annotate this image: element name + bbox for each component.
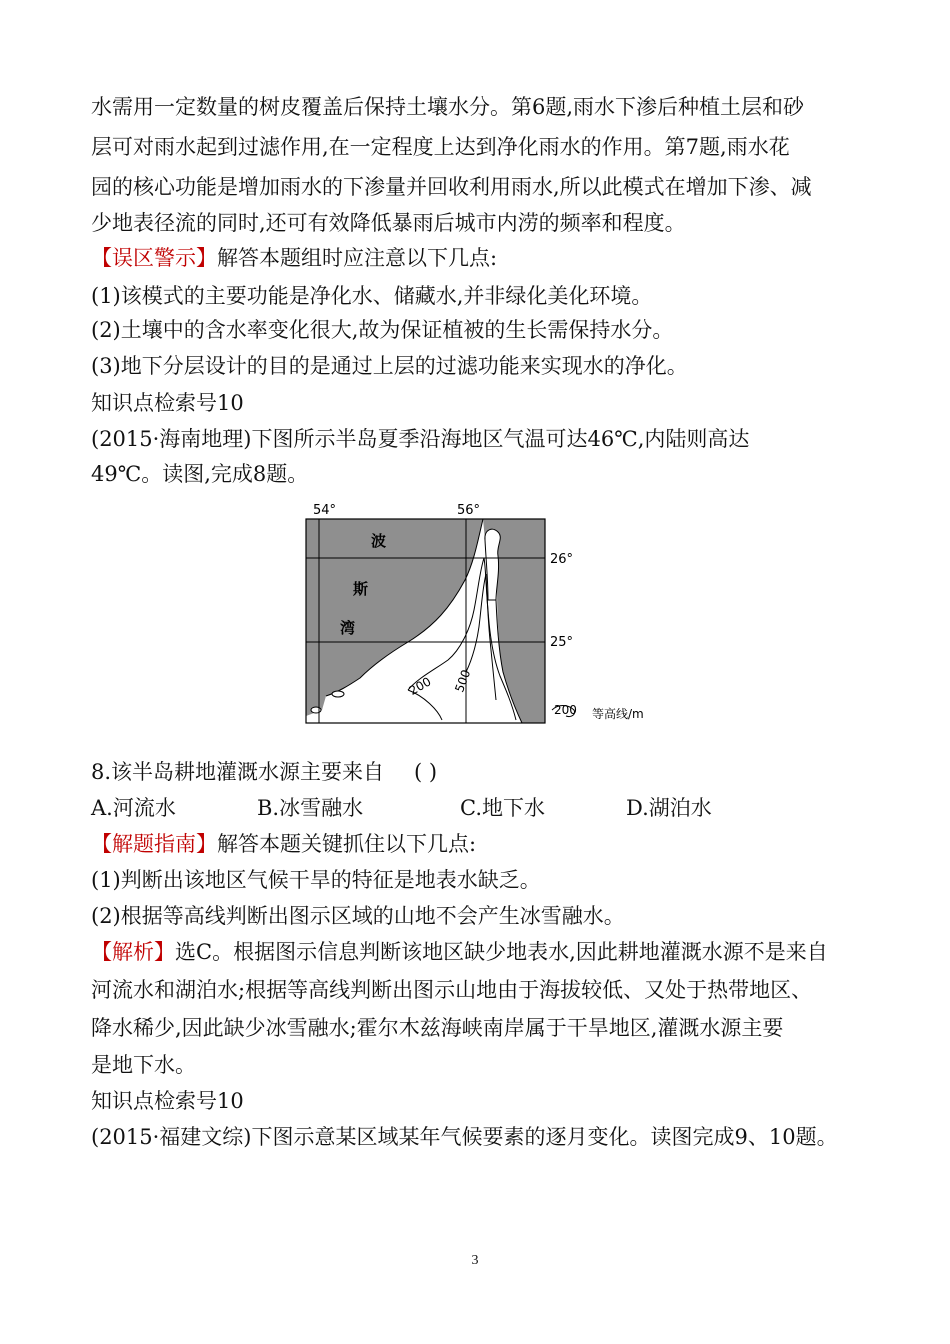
question-8-stem [91, 757, 437, 787]
text-line: 水需用一定数量的树皮覆盖后保持土壤水分。第6题,雨水下渗后种植土层和砂 [91, 95, 805, 119]
knowledge-index: 知识点检索号10 [91, 391, 244, 415]
sea-name-char: 湾 [340, 619, 356, 637]
guide-heading [91, 829, 476, 859]
page-number: 3 [471, 1253, 479, 1268]
peninsula-contour-map [300, 500, 690, 730]
knowledge-index: 知识点检索号10 [91, 1089, 244, 1113]
guide-text: 解答本题关键抓住以下几点: [217, 832, 477, 856]
warning-point: (1)该模式的主要功能是净化水、储藏水,并非绿化美化环境。 [91, 284, 653, 308]
lat-label-26: 26° [550, 552, 574, 567]
sea-name-char: 斯 [353, 580, 369, 598]
legend-text: 等高线/m [592, 707, 644, 721]
guide-point: (1)判断出该地区气候干旱的特征是地表水缺乏。 [91, 868, 541, 892]
lon-label-56: 56° [457, 503, 481, 518]
warning-point: (3)地下分层设计的目的是通过上层的过滤功能来实现水的净化。 [91, 354, 688, 378]
text-line: 园的核心功能是增加雨水的下渗量并回收利用雨水,所以此模式在增加下渗、减 [91, 175, 812, 199]
analysis-line: 降水稀少,因此缺少冰雪融水;霍尔木兹海峡南岸属于干旱地区,灌溉水源主要 [91, 1016, 784, 1040]
answer-parens: ( ) [414, 760, 438, 784]
option-d: D.湖泊水 [626, 796, 712, 820]
analysis-line: 是地下水。 [91, 1053, 196, 1077]
lat-label-25: 25° [550, 635, 574, 650]
contour-label-500: 500 [452, 667, 474, 695]
question-intro: (2015·海南地理)下图所示半岛夏季沿海地区气温可达46℃,内陆则高达 [91, 427, 750, 451]
option-a: A.河流水 [91, 796, 176, 820]
guide-point: (2)根据等高线判断出图示区域的山地不会产生冰雪融水。 [91, 904, 625, 928]
text-line: 少地表径流的同时,还可有效降低暴雨后城市内涝的频率和程度。 [91, 211, 686, 235]
legend-value: 200 [554, 703, 577, 717]
analysis-label: 【解析】 [91, 940, 175, 964]
warning-label: 【误区警示】 [91, 246, 217, 270]
question-stem: 8.该半岛耕地灌溉水源主要来自 [91, 760, 385, 784]
analysis-heading [91, 937, 828, 967]
text-line: 层可对雨水起到过滤作用,在一定程度上达到净化雨水的作用。第7题,雨水花 [91, 135, 790, 159]
warning-text: 解答本题组时应注意以下几点: [217, 246, 498, 270]
contour-label-200: 200 [406, 674, 434, 698]
sea-name-char: 波 [371, 532, 387, 550]
question-intro: (2015·福建文综)下图示意某区域某年气候要素的逐月变化。读图完成9、10题。 [91, 1125, 838, 1149]
analysis-text: 选C。根据图示信息判断该地区缺少地表水,因此耕地灌溉水源不是来自 [175, 940, 828, 964]
option-c: C.地下水 [460, 796, 545, 820]
island [332, 691, 344, 697]
option-b: B.冰雪融水 [257, 796, 364, 820]
question-intro: 49℃。读图,完成8题。 [91, 462, 309, 486]
guide-label: 【解题指南】 [91, 832, 217, 856]
lon-label-54: 54° [313, 503, 337, 518]
warning-heading [91, 243, 497, 273]
analysis-line: 河流水和湖泊水;根据等高线判断出图示山地由于海拔较低、又处于热带地区、 [91, 978, 813, 1002]
warning-point: (2)土壤中的含水率变化很大,故为保证植被的生长需保持水分。 [91, 318, 674, 342]
